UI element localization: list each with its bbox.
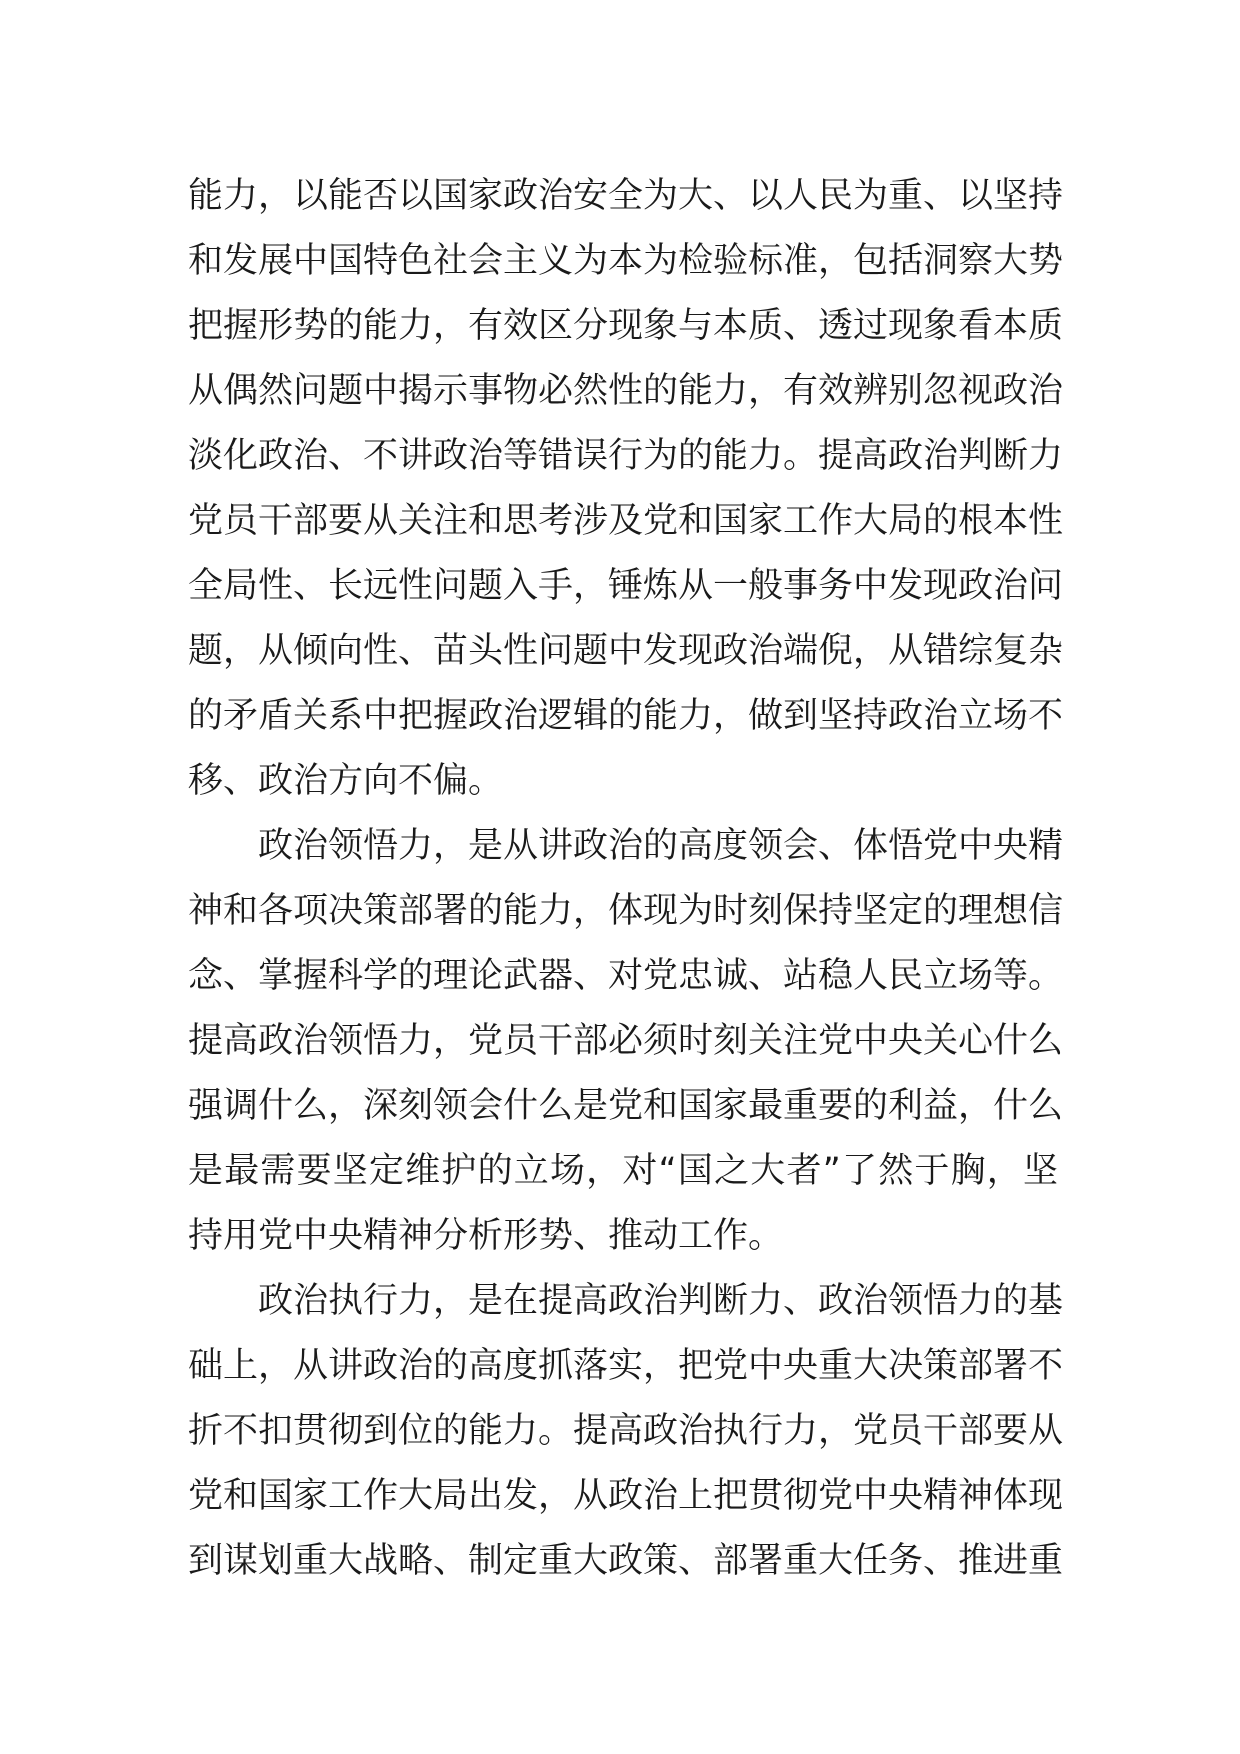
text-line: 把握形势的能力，有效区分现象与本质、透过现象看本质: [188, 306, 1064, 346]
text-line: 淡化政治、不讲政治等错误行为的能力。提高政治判断力: [188, 436, 1064, 476]
text-line: 强调什么，深刻领会什么是党和国家最重要的利益，什么: [188, 1086, 1064, 1126]
text-line: 政治领悟力，是从讲政治的高度领会、体悟党中央精: [258, 826, 1064, 866]
text-line: 从偶然问题中揭示事物必然性的能力，有效辨别忽视政治: [188, 371, 1064, 411]
text-line: 全局性、长远性问题入手，锤炼从一般事务中发现政治问: [188, 566, 1064, 606]
text-line: 能力，以能否以国家政治安全为大、以人民为重、以坚持: [188, 176, 1064, 216]
paragraph-2: [188, 814, 1064, 1269]
text-line: 础上，从讲政治的高度抓落实，把党中央重大决策部署不: [188, 1346, 1064, 1386]
text-line: 到谋划重大战略、制定重大政策、部署重大任务、推进重: [188, 1541, 1064, 1581]
text-line: 念、掌握科学的理论武器、对党忠诚、站稳人民立场等。: [188, 956, 1064, 996]
text-line: 题，从倾向性、苗头性问题中发现政治端倪，从错综复杂: [188, 631, 1064, 671]
text-line: 移、政治方向不偏。: [188, 761, 504, 801]
body-text: [188, 164, 1064, 1594]
text-line: 党和国家工作大局出发，从政治上把贯彻党中央精神体现: [188, 1476, 1064, 1516]
paragraph-3: [188, 1269, 1064, 1594]
text-line: 政治执行力，是在提高政治判断力、政治领悟力的基: [258, 1281, 1064, 1321]
text-line: 提高政治领悟力，党员干部必须时刻关注党中央关心什么: [188, 1021, 1064, 1061]
text-line: 和发展中国特色社会主义为本为检验标准，包括洞察大势: [188, 241, 1064, 281]
text-line: 党员干部要从关注和思考涉及党和国家工作大局的根本性: [188, 501, 1064, 541]
text-line: 的矛盾关系中把握政治逻辑的能力，做到坚持政治立场不: [188, 696, 1064, 736]
paragraph-1: [188, 164, 1064, 814]
text-line: 是最需要坚定维护的立场，对“国之大者”了然于胸，坚: [188, 1151, 1058, 1191]
text-line: 折不扣贯彻到位的能力。提高政治执行力，党员干部要从: [188, 1411, 1064, 1451]
text-line: 持用党中央精神分析形势、推动工作。: [188, 1216, 784, 1256]
text-line: 神和各项决策部署的能力，体现为时刻保持坚定的理想信: [188, 891, 1064, 931]
